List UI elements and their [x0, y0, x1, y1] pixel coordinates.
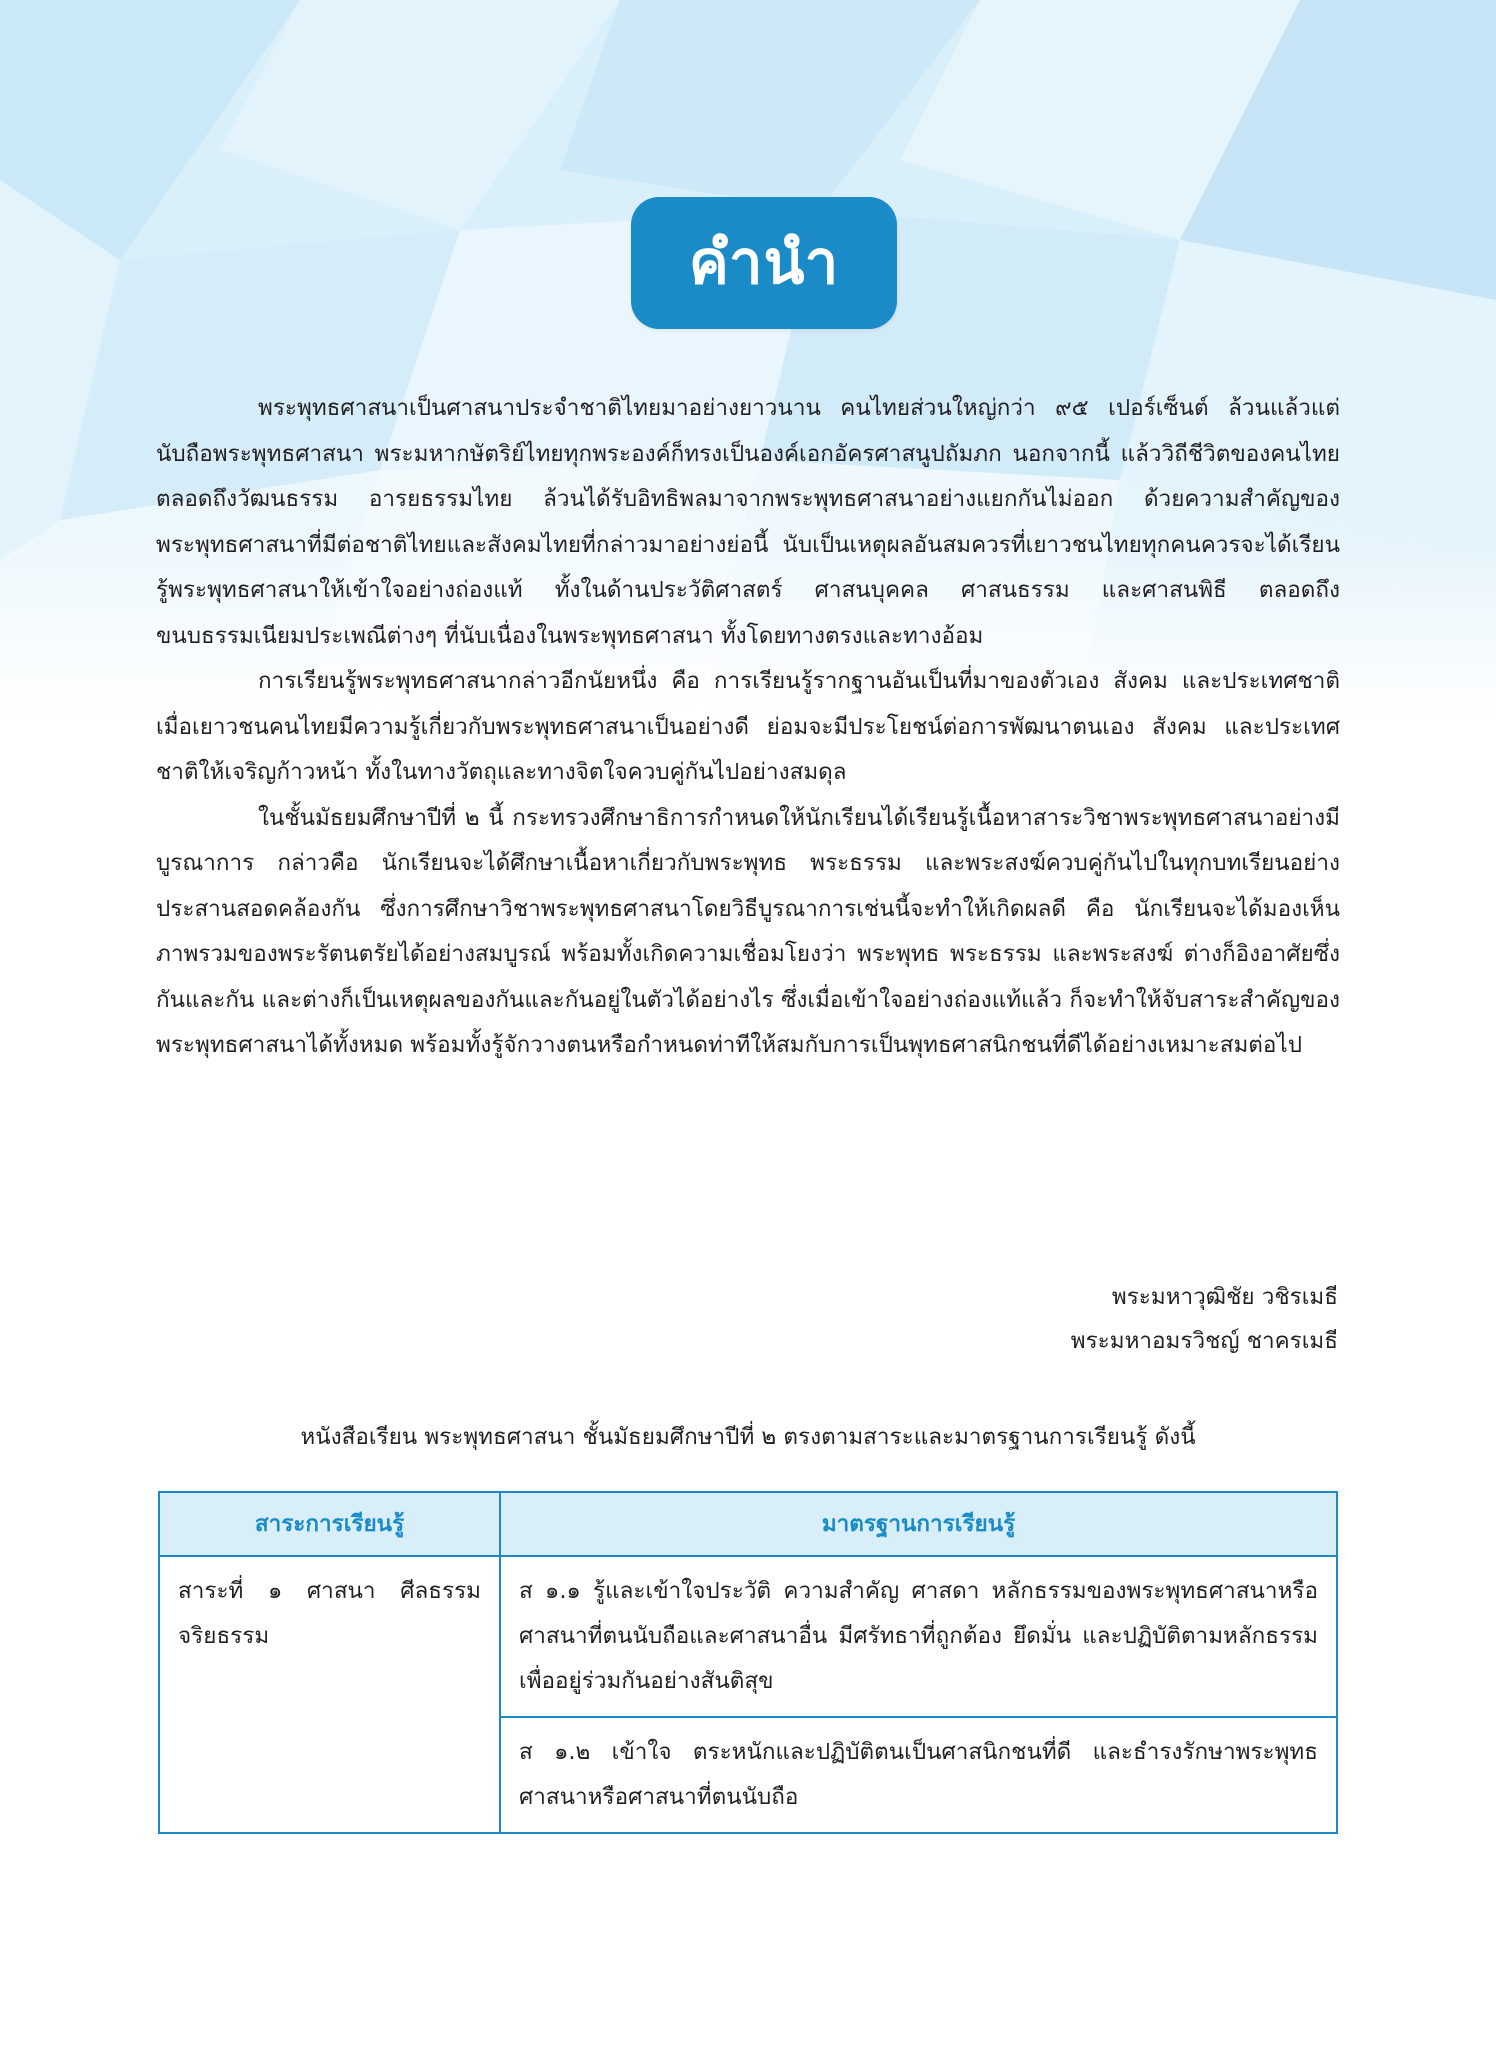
page-title: คำนำ [688, 228, 840, 298]
table-intro: หนังสือเรียน พระพุทธศาสนา ชั้นมัธยมศึกษาปีที่ ๒ ตรงตามสาระและมาตรฐานการเรียนรู้ ดังนี้ [300, 1424, 1196, 1450]
preface-body [156, 386, 1340, 1069]
header-strand: สาระการเรียนรู้ [159, 1492, 500, 1556]
strand-cell: สาระที่ ๑ ศาสนา ศีลธรรม จริยธรรม [159, 1556, 500, 1833]
preface-paragraph: พระพุทธศาสนาเป็นศาสนาประจำชาติไทยมาอย่างยาวนาน คนไทยส่วนใหญ่กว่า ๙๕ เปอร์เซ็นต์ ล้วนแล้วแต่นับถือพระพุทธศาสนา พระมหากษัตริย์ไทยทุกพระองค์ก็ทรงเป็นองค์เอกอัครศาสนูปถัมภก นอกจากนี้ แล้ววิถีชีวิตของคนไทย ตลอดถึงวัฒนธรรม อารยธรรมไทย ล้วนได้รับอิทธิพลมาจากพระพุทธศาสนาอย่างแยกกันไม่ออก ด้วยความสำคัญของพระพุทธศาสนาที่มีต่อชาติไทยและสังคมไทยที่กล่าวมาอย่างย่อนี้ นับเป็นเหตุผลอันสมควรที่เยาวชนไทยทุกคนควรจะได้เรียนรู้พระพุทธศาสนาให้เข้าใจอย่างถ่องแท้ ทั้งในด้านประวัติศาสตร์ ศาสนบุคคล ศาสนธรรม และศาสนพิธี ตลอดถึงขนบธรรมเนียมประเพณีต่างๆ ที่นับเนื่องในพระพุทธศาสนา ทั้งโดยทางตรงและทางอ้อม [156, 395, 1340, 649]
title-banner [631, 197, 897, 329]
preface-paragraph: ในชั้นมัธยมศึกษาปีที่ ๒ นี้ กระทรวงศึกษาธิการกำหนดให้นักเรียนได้เรียนรู้เนื้อหาสาระวิชาพระพุทธศาสนาอย่างมีบูรณาการ กล่าวคือ นักเรียนจะได้ศึกษาเนื้อหาเกี่ยวกับพระพุทธ พระธรรม และพระสงฆ์ควบคู่กันไปในทุกบทเรียนอย่างประสานสอดคล้องกัน ซึ่งการศึกษาวิชาพระพุทธศาสนาโดยวิธีบูรณาการเช่นนี้จะทำให้เกิดผลดี คือ นักเรียนจะได้มองเห็นภาพรวมของพระรัตนตรัยได้อย่างสมบูรณ์ พร้อมทั้งเกิดความเชื่อมโยงว่า พระพุทธ พระธรรม และพระสงฆ์ ต่างก็อิงอาศัยซึ่งกันและกัน และต่างก็เป็นเหตุผลของกันและกันอยู่ในตัวได้อย่างไร ซึ่งเมื่อเข้าใจอย่างถ่องแท้แล้ว ก็จะทำให้จับสาระสำคัญของพระพุทธศาสนาได้ทั้งหมด พร้อมทั้งรู้จักวางตนหรือกำหนดท่าทีให้สมกับการเป็นพุทธศาสนิกชนที่ดีได้อย่างเหมาะสมต่อไป [156, 804, 1340, 1058]
header-standard: มาตรฐานการเรียนรู้ [500, 1492, 1337, 1556]
table-row [159, 1556, 1337, 1717]
author-signatures [1071, 1275, 1338, 1363]
standards-table [158, 1491, 1338, 1834]
author-name: พระมหาวุฒิชัย วชิรเมธี [1111, 1284, 1338, 1310]
standard-cell: ส ๑.๑ รู้และเข้าใจประวัติ ความสำคัญ ศาสดา หลักธรรมของพระพุทธศาสนาหรือศาสนาที่ตนนับถือและศาสนาอื่น มีศรัทธาที่ถูกต้อง ยึดมั่น และปฏิบัติตามหลักธรรมเพื่ออยู่ร่วมกันอย่างสันติสุข [500, 1556, 1337, 1717]
preface-paragraph: การเรียนรู้พระพุทธศาสนากล่าวอีกนัยหนึ่ง คือ การเรียนรู้รากฐานอันเป็นที่มาของตัวเอง สังคม และประเทศชาติ เมื่อเยาวชนคนไทยมีความรู้เกี่ยวกับพระพุทธศาสนาเป็นอย่างดี ย่อมจะมีประโยชน์ต่อการพัฒนาตนเอง สังคม และประเทศชาติให้เจริญก้าวหน้า ทั้งในทางวัตถุและทางจิตใจควบคู่กันไปอย่างสมดุล [156, 668, 1340, 785]
author-name: พระมหาอมรวิชญ์ ชาครเมธี [1070, 1328, 1338, 1354]
table-header-row [159, 1492, 1337, 1556]
standard-cell: ส ๑.๒ เข้าใจ ตระหนักและปฏิบัติตนเป็นศาสนิกชนที่ดี และธำรงรักษาพระพุทธศาสนาหรือศาสนาที่ตนนับถือ [500, 1717, 1337, 1833]
